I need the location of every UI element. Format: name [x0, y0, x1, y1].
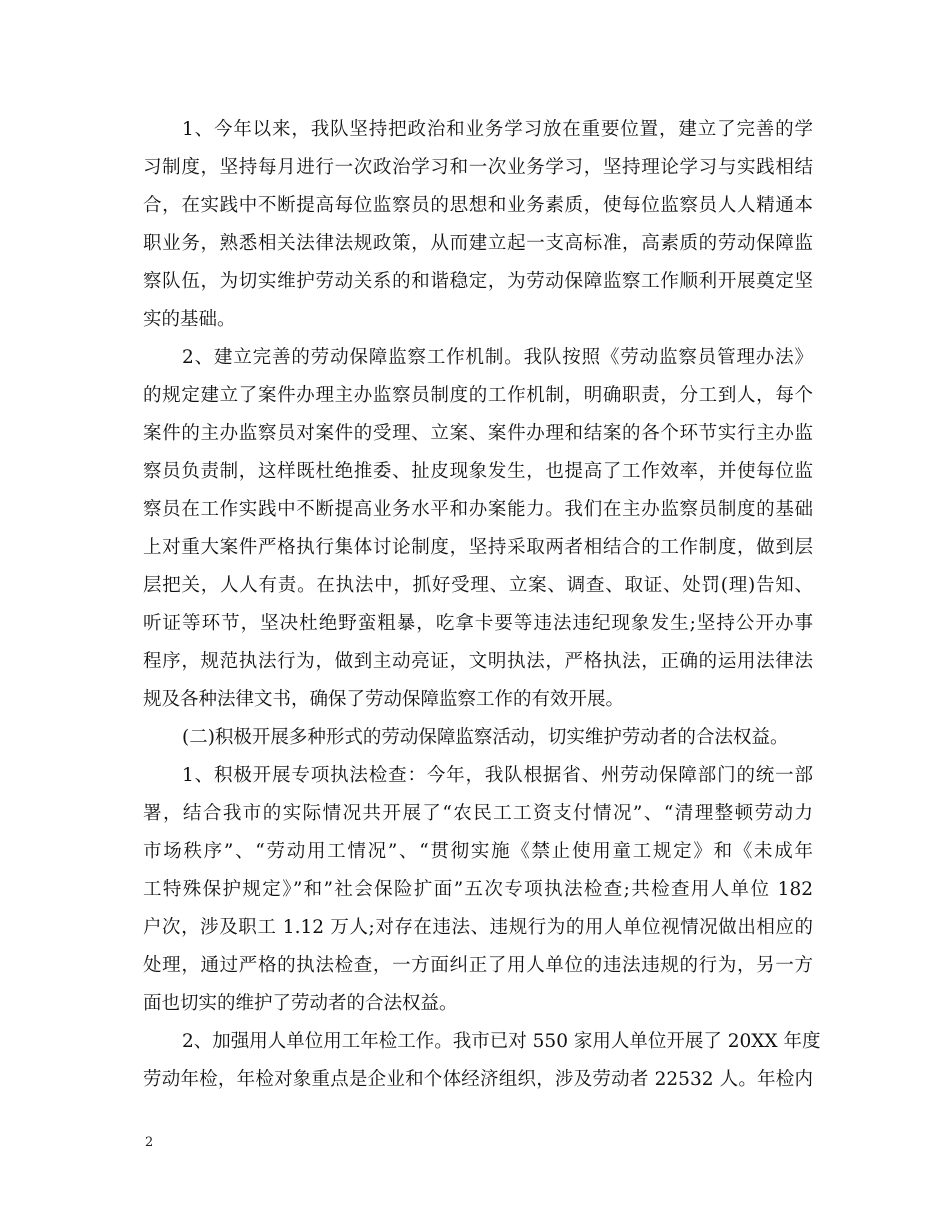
paragraph-2-line-7: 层把关，人人有责。在执法中，抓好受理、立案、调查、取证、处罚(理)告知、: [143, 575, 813, 596]
paragraph-3-line-7: 面也切实的维护了劳动者的合法权益。: [143, 993, 458, 1014]
paragraph-2-line-1: 2、建立完善的劳动保障监察工作机制。我队按照《劳动监察员管理办法》: [182, 347, 813, 368]
section-heading-2: (二)积极开展多种形式的劳动保障监察活动，切实维护劳动者的合法权益。: [182, 727, 789, 748]
paragraph-3-line-2: 署，结合我市的实际情况共开展了“农民工工资支付情况”、“清理整顿劳动力: [143, 803, 813, 824]
paragraph-1-line-6: 实的基础。: [143, 309, 236, 330]
paragraph-4-line-1: 2、加强用人单位用工年检工作。我市已对 550 家用人单位开展了 20XX 年度: [182, 1031, 821, 1052]
paragraph-2-line-6: 上对重大案件严格执行集体讨论制度，坚持采取两者相结合的工作制度，做到层: [143, 537, 813, 558]
page-number: 2: [145, 1135, 154, 1150]
paragraph-3-line-6: 处理，通过严格的执法检查，一方面纠正了用人单位的违法违规的行为，另一方: [143, 955, 813, 976]
paragraph-1-line-3: 合，在实践中不断提高每位监察员的思想和业务素质，使每位监察员人人精通本: [143, 195, 813, 216]
paragraph-2-line-8: 听证等环节，坚决杜绝野蛮粗暴，吃拿卡要等违法违纪现象发生;坚持公开办事: [143, 613, 813, 634]
paragraph-2-line-2: 的规定建立了案件办理主办监察员制度的工作机制，明确职责，分工到人，每个: [143, 385, 813, 406]
paragraph-2-line-10: 规及各种法律文书，确保了劳动保障监察工作的有效开展。: [143, 689, 625, 710]
paragraph-2-line-9: 程序，规范执法行为，做到主动亮证，文明执法，严格执法，正确的运用法律法: [143, 651, 813, 672]
paragraph-3-line-3: 市场秩序”、“劳动用工情况”、“贯彻实施《禁止使用童工规定》和《未成年: [143, 841, 813, 862]
paragraph-1-line-4: 职业务，熟悉相关法律法规政策，从而建立起一支高标准，高素质的劳动保障监: [143, 233, 813, 254]
paragraph-4-line-2: 劳动年检，年检对象重点是企业和个体经济组织，涉及劳动者 22532 人。年检内: [143, 1069, 813, 1090]
paragraph-1-line-1: 1、今年以来，我队坚持把政治和业务学习放在重要位置，建立了完善的学: [182, 119, 813, 140]
paragraph-2-line-5: 察员在工作实践中不断提高业务水平和办案能力。我们在主办监察员制度的基础: [143, 499, 813, 520]
paragraph-2-line-4: 察员负责制，这样既杜绝推委、扯皮现象发生，也提高了工作效率，并使每位监: [143, 461, 813, 482]
paragraph-1-line-5: 察队伍，为切实维护劳动关系的和谐稳定，为劳动保障监察工作顺利开展奠定坚: [143, 271, 813, 292]
paragraph-2-line-3: 案件的主办监察员对案件的受理、立案、案件办理和结案的各个环节实行主办监: [143, 423, 813, 444]
paragraph-1-line-2: 习制度，坚持每月进行一次政治学习和一次业务学习，坚持理论学习与实践相结: [143, 157, 813, 178]
paragraph-3-line-1: 1、积极开展专项执法检查：今年，我队根据省、州劳动保障部门的统一部: [182, 765, 813, 786]
paragraph-3-line-5: 户次，涉及职工 1.12 万人;对存在违法、违规行为的用人单位视情况做出相应的: [143, 917, 813, 938]
paragraph-3-line-4: 工特殊保护规定》”和”社会保险扩面”五次专项执法检查;共检查用人单位 182: [143, 879, 813, 900]
